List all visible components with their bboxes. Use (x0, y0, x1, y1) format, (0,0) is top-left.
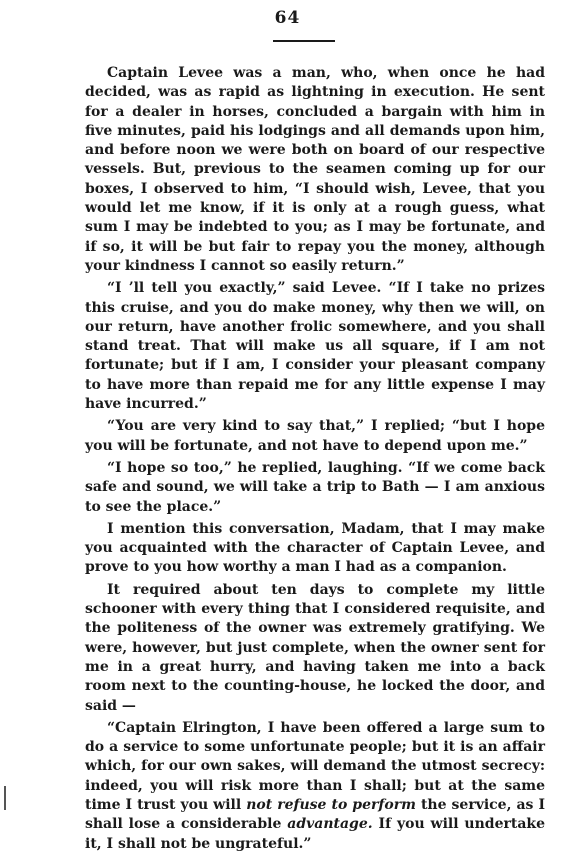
emphasized-text: not refuse to perform (246, 796, 416, 813)
paragraph: “You are very kind to say that,” I replied; “but I hope you will be fortunate, and not have to depend upon me.” (85, 418, 545, 454)
paragraph-text: If you will undertake it, I shall not be ungrateful.” (85, 816, 545, 852)
page-body (85, 64, 545, 857)
paragraph: I mention this conversation, Madam, that I may make you acquainted with the character of Captain Levee, and prove to you how worthy a man I had as a companion. (85, 520, 545, 576)
paragraph: Captain Levee was a man, who, when once he had decided, was as rapid as lightning in execution. He sent for a dealer in horses, concluded a bargain with him in five minutes, paid his lodgings and all demands upon him, and before noon we were both on board of our respective vessels. But, previous to the seamen coming up for our boxes, I observed to him, “I should wish, Levee, that you would let me know, if it is only at a rough guess, what sum I may be indebted to you; as I may be fortunate, and if so, it will be but fair to repay you the money, although your kindness I cannot so easily return.” (85, 65, 545, 274)
emphasized-text: advantage. (287, 816, 373, 833)
header-rule (273, 40, 335, 42)
page-number: 64 (274, 8, 301, 28)
paragraph-text: “Captain Elrington, I have been offered a large sum to do a service to some unfortunate people; but it is an affair which, for our own sakes, will demand the utmost secrecy: indeed, you will risk more than I shall; but at the same time I trust you will (85, 719, 545, 813)
paragraph: It required about ten days to complete my little schooner with every thing that I considered requisite, and the politeness of the owner was extremely gratifying. We were, however, but just complete, when the owner sent for me in a great hurry, and having taken me into a back room next to the counting-house, he locked the door, and said — (85, 581, 545, 714)
paragraph: “I ’ll tell you exactly,” said Levee. “If I take no prizes this cruise, and you do make money, why then we will, on our return, have another frolic somewhere, and you shall stand treat. That will make us all square, if I am not fortunate; but if I am, I consider your pleasant company to have more than repaid me for any little expense I may have incurred.” (85, 280, 545, 413)
paragraph: “I hope so too,” he replied, laughing. “If we come back safe and sound, we will take a trip to Bath — I am anxious to see the place.” (85, 459, 545, 515)
paragraph-last (85, 719, 545, 854)
scan-margin-mark (4, 786, 6, 810)
paragraph-text: the service, as I shall lose a considerable (85, 796, 545, 833)
